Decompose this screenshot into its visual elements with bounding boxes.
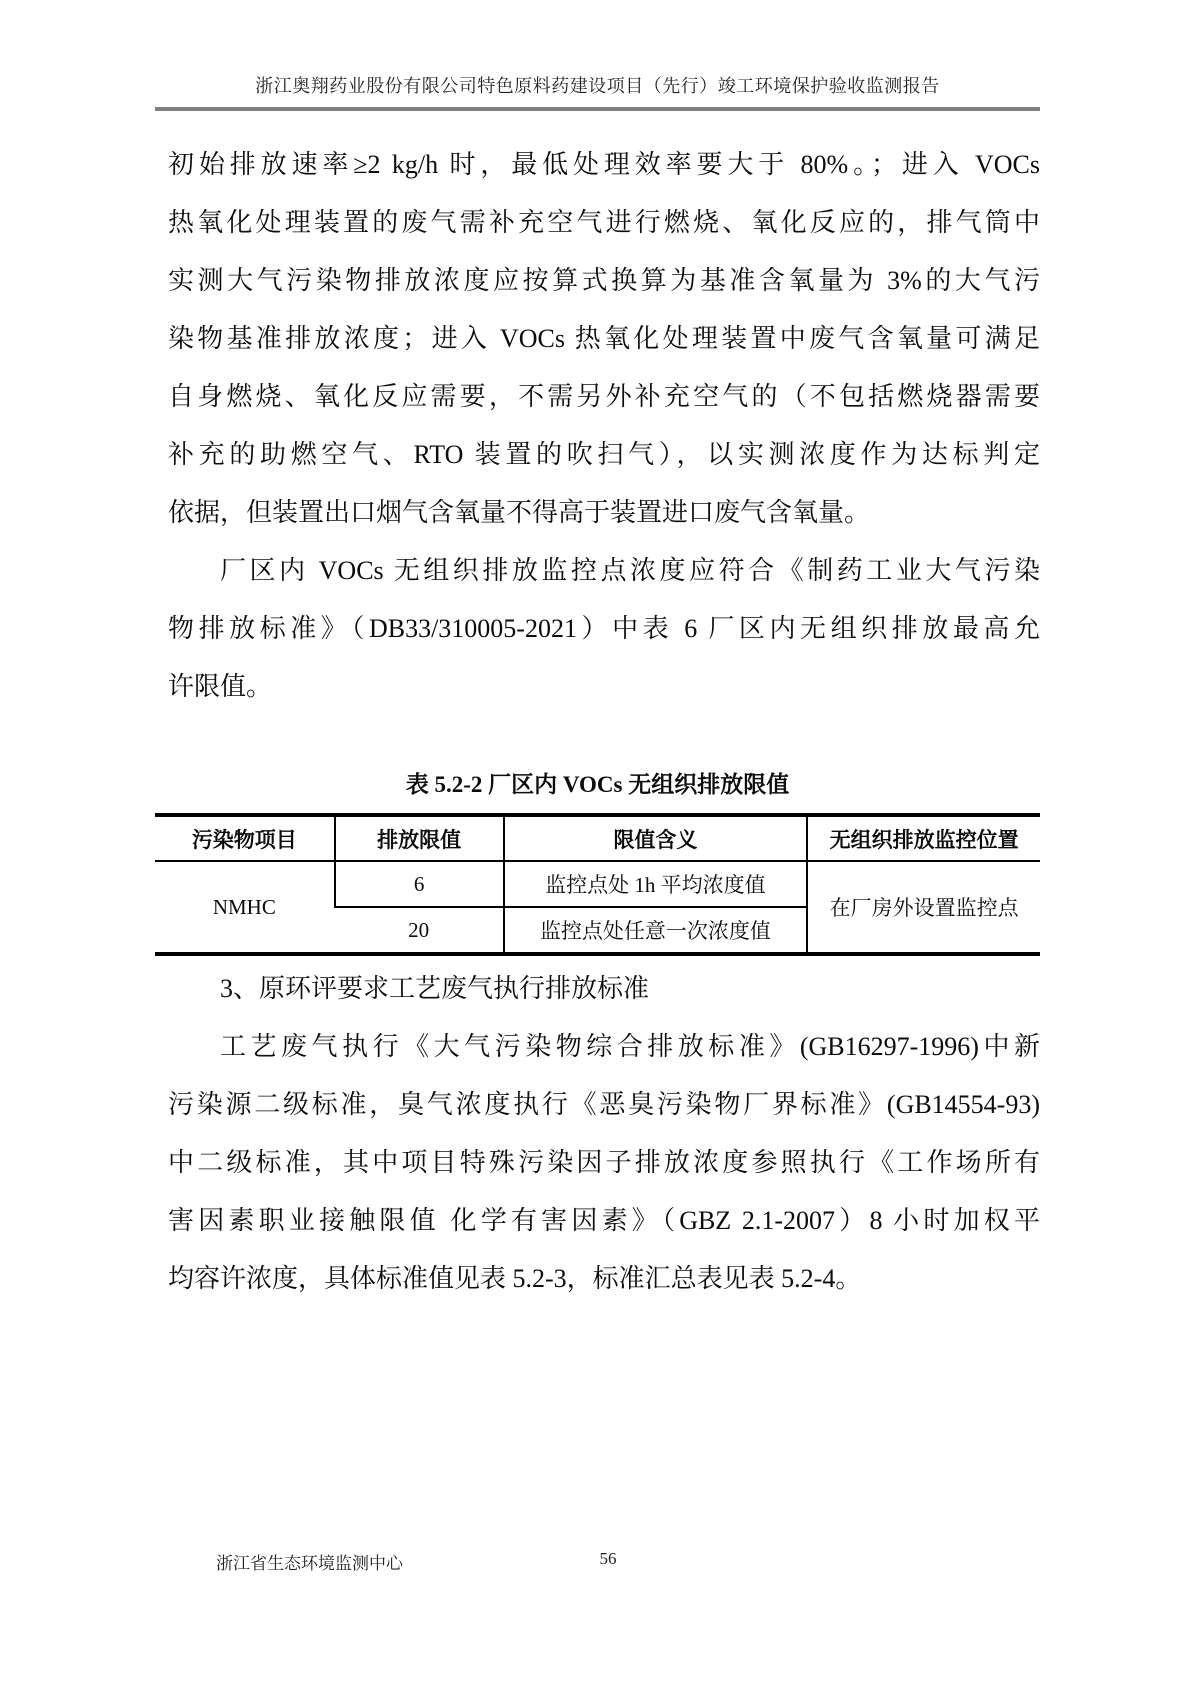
paragraph-line: 热氧化处理装置的废气需补充空气进行燃烧、氧化反应的，排气筒中 [168, 208, 1040, 237]
col-header-location: 无组织排放监控位置 [807, 815, 1040, 861]
cell-location: 在厂房外设置监控点 [807, 861, 1040, 954]
footer-page-number: 56 [599, 1549, 617, 1568]
paragraph-line: 害因素职业接触限值 化学有害因素》（GBZ 2.1-2007）8 小时加权平 [168, 1206, 1040, 1235]
col-header-meaning: 限值含义 [504, 815, 808, 861]
cell-limit: 6 [335, 861, 504, 907]
table-header-row [155, 815, 1040, 861]
cell-limit: 20 [408, 917, 430, 942]
voc-limits-table [155, 813, 1040, 956]
table-caption: 表 5.2-2 厂区内 VOCs 无组织排放限值 [405, 772, 790, 797]
paragraph-line: 初始排放速率≥2 kg/h 时，最低处理效率要大于 80%。；进入 VOCs [168, 150, 1040, 179]
paragraph-line: 均容许浓度，具体标准值见表 5.2-3，标准汇总表见表 5.2-4。 [168, 1264, 862, 1293]
page-body [168, 136, 1040, 1308]
paragraph-line: 厂区内 VOCs 无组织排放监控点浓度应符合《制药工业大气污染 [220, 556, 1040, 585]
paragraph-line: 实测大气污染物排放浓度应按算式换算为基准含氧量为 3%的大气污 [168, 266, 1040, 295]
cell-meaning: 监控点处 1h 平均浓度值 [504, 861, 808, 907]
table-row [155, 861, 1040, 907]
page-header-title: 浙江奥翔药业股份有限公司特色原料药建设项目（先行）竣工环境保护验收监测报告 [155, 72, 1040, 111]
paragraph-line: 污染源二级标准，臭气浓度执行《恶臭污染物厂界标准》(GB14554-93) [168, 1090, 1040, 1119]
paragraph-line: 工艺废气执行《大气污染物综合排放标准》(GB16297-1996)中新 [220, 1032, 1040, 1061]
paragraph-line: 物排放标准》（DB33/310005-2021）中表 6 厂区内无组织排放最高允 [168, 614, 1040, 643]
paragraph-line: 自身燃烧、氧化反应需要，不需另外补充空气的（不包括燃烧器需要 [168, 382, 1040, 411]
footer-organization: 浙江省生态环境监测中心 [216, 1554, 403, 1573]
cell-pollutant: NMHC [212, 894, 276, 919]
col-header-pollutant: 污染物项目 [155, 815, 335, 861]
paragraph-line: 染物基准排放浓度；进入 VOCs 热氧化处理装置中废气含氧量可满足 [168, 324, 1040, 353]
paragraph-line: 中二级标准，其中项目特殊污染因子排放浓度参照执行《工作场所有 [168, 1148, 1040, 1177]
paragraph-line: 依据，但装置出口烟气含氧量不得高于装置进口废气含氧量。 [168, 498, 871, 527]
paragraph-line: 许限值。 [168, 672, 273, 701]
paragraph-line: 补充的助燃空气、RTO 装置的吹扫气），以实测浓度作为达标判定 [168, 440, 1040, 469]
section-heading: 3、原环评要求工艺废气执行排放标准 [220, 974, 650, 1003]
col-header-limit: 排放限值 [335, 815, 504, 861]
cell-meaning: 监控点处任意一次浓度值 [504, 907, 808, 954]
